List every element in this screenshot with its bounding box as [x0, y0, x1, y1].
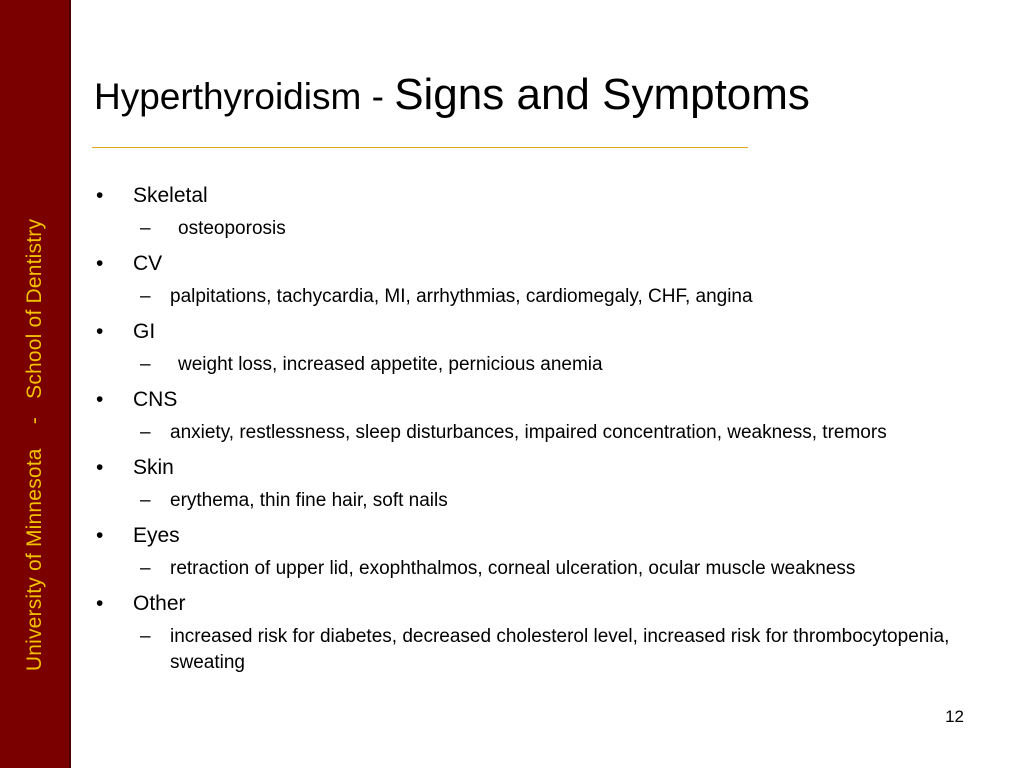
list-item	[96, 251, 976, 276]
category-details: anxiety, restlessness, sleep disturbances, impaired concentration, weakness, tremors	[170, 422, 887, 443]
list-item	[96, 455, 976, 480]
sub-item	[96, 216, 976, 242]
bullet-icon: •	[96, 388, 104, 411]
category-label: Skeletal	[133, 184, 208, 207]
category-details: osteoporosis	[178, 218, 286, 239]
sidebar-institution-label: University of Minnesota - School of Dentistry	[23, 218, 46, 672]
list-item	[96, 319, 976, 344]
category-label: GI	[133, 320, 156, 343]
bullet-icon: •	[96, 456, 104, 479]
dash-icon: –	[140, 422, 151, 443]
slide-title	[94, 70, 810, 119]
category-details: palpitations, tachycardia, MI, arrhythmias, cardiomegaly, CHF, angina	[170, 286, 753, 307]
bullet-icon: •	[96, 252, 104, 275]
list-item	[96, 387, 976, 412]
bullet-icon: •	[96, 320, 104, 343]
category-label: Eyes	[133, 524, 180, 547]
sub-item	[96, 420, 976, 446]
category-details: retraction of upper lid, exophthalmos, corneal ulceration, ocular muscle weakness	[170, 558, 856, 579]
category-label: CNS	[133, 388, 178, 411]
list-item	[96, 183, 976, 208]
list-item	[96, 523, 976, 548]
category-label: Other	[133, 592, 186, 615]
sidebar	[0, 0, 71, 768]
dash-icon: –	[140, 558, 151, 579]
title-separator: -	[361, 76, 395, 117]
symptom-list	[96, 183, 976, 685]
bullet-icon: •	[96, 184, 104, 207]
category-details: increased risk for diabetes, decreased cholesterol level, increased risk for thrombocytopenia, sweating	[170, 626, 950, 673]
sub-item	[96, 624, 976, 676]
list-item	[96, 591, 976, 616]
bullet-icon: •	[96, 524, 104, 547]
sub-item	[96, 556, 976, 582]
title-main: Hyperthyroidism	[94, 76, 362, 117]
sub-item	[96, 488, 976, 514]
category-label: Skin	[133, 456, 174, 479]
page-number: 12	[945, 707, 964, 726]
title-underline	[92, 147, 748, 148]
dash-icon: –	[140, 354, 151, 375]
sub-item	[96, 284, 976, 310]
category-details: weight loss, increased appetite, pernicious anemia	[178, 354, 603, 375]
dash-icon: –	[140, 490, 151, 511]
dash-icon: –	[140, 626, 151, 647]
category-details: erythema, thin fine hair, soft nails	[170, 490, 448, 511]
bullet-icon: •	[96, 592, 104, 615]
dash-icon: –	[140, 218, 151, 239]
dash-icon: –	[140, 286, 151, 307]
sub-item	[96, 352, 976, 378]
title-subtitle: Signs and Symptoms	[394, 70, 810, 119]
category-label: CV	[133, 252, 163, 275]
